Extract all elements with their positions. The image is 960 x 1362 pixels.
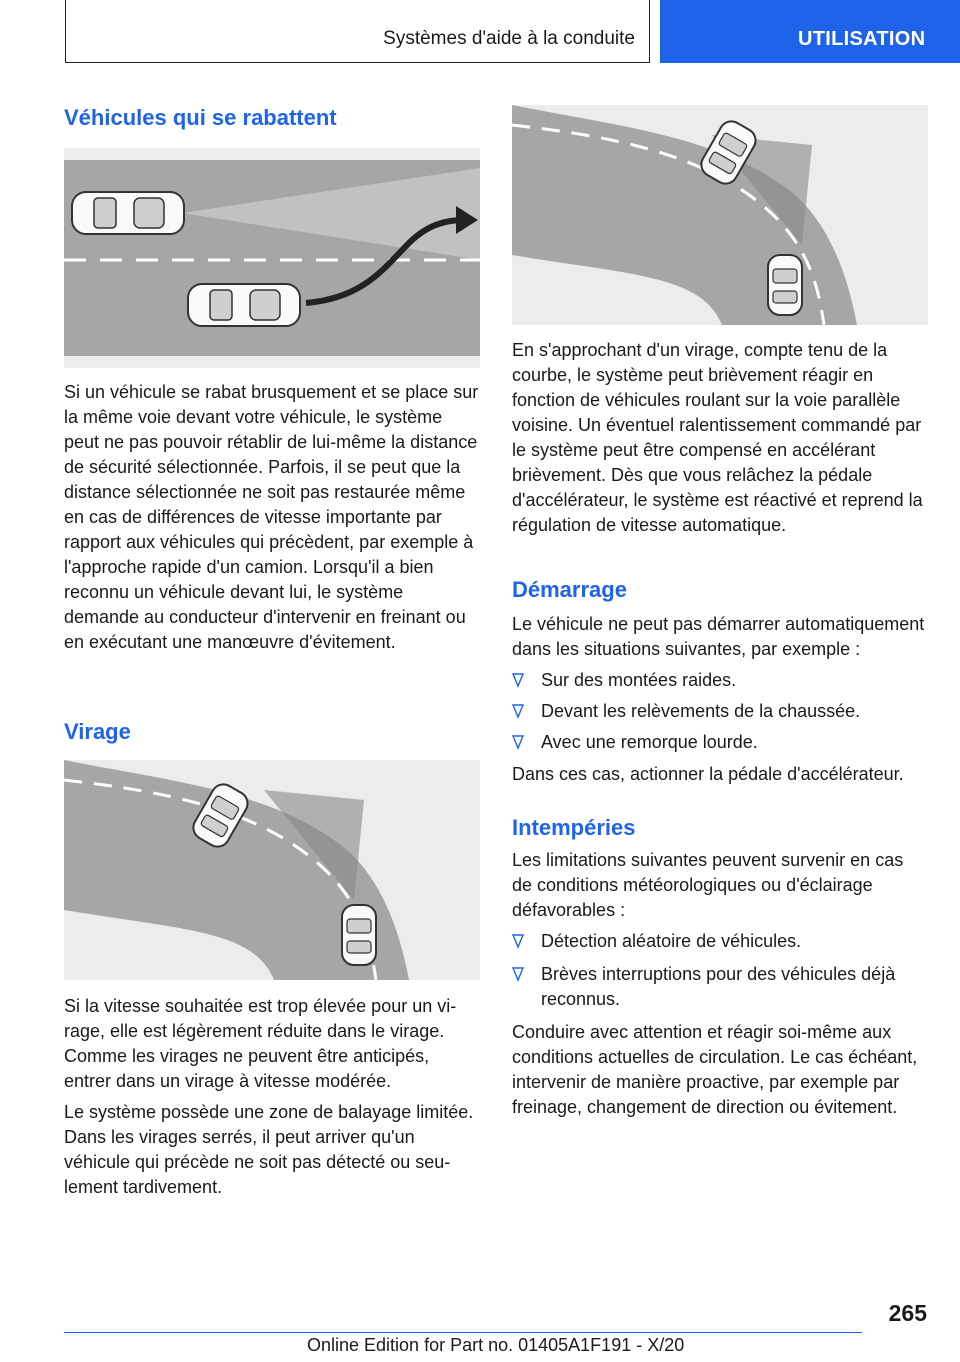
footer-edition-text: Online Edition for Part no. 01405A1F191 - X/20 <box>307 1335 685 1355</box>
header-section-box <box>65 0 650 63</box>
paragraph-accelerator: Dans ces cas, actionner la pédale d'accélérateur. <box>512 764 904 784</box>
list-item <box>512 699 928 724</box>
heading-cut-in-vehicles: Véhicules qui se rabattent <box>64 105 337 130</box>
list-weather-limits <box>512 929 928 1012</box>
footer-divider <box>64 1332 862 1333</box>
list-item <box>512 668 928 693</box>
triangle-bullet-icon <box>512 672 524 688</box>
figure-curve-right <box>512 105 928 325</box>
car-icon-curve-bottom <box>768 255 802 315</box>
list-item-text: Avec une remorque lourde. <box>541 732 758 752</box>
header-chapter-tab <box>660 0 960 63</box>
paragraph-scan-zone: Le système possède une zone de balayage limitée. Dans les virages serrés, il peut arriver qu'un véhicule qui précède ne soit pas détecté ou seulement tardivement. <box>64 1102 474 1197</box>
paragraph-curve-speed: Si la vitesse souhaitée est trop élevée pour un virage, elle est légèrement réduite dans le virage. Comme les virages ne peuvent être anticipés, entrer dans un virage à vitesse modérée. <box>64 996 457 1091</box>
triangle-bullet-icon <box>512 966 524 982</box>
list-item-text: Brèves interruptions pour des véhicules déjà reconnus. <box>541 964 896 1009</box>
list-item <box>512 730 928 755</box>
figure-cut-in <box>64 148 480 368</box>
header-section-title: Systèmes d'aide à la conduite <box>383 28 635 49</box>
curve-illustration-right <box>512 105 928 325</box>
cut-in-illustration <box>64 148 480 368</box>
list-item-text: Devant les relèvements de la chaussée. <box>541 701 861 721</box>
page-number: 265 <box>888 1300 927 1326</box>
list-item-text: Détection aléatoire de véhicules. <box>541 931 802 951</box>
header-chapter-label: UTILISATION <box>798 28 926 50</box>
triangle-bullet-icon <box>512 734 524 750</box>
paragraph-drive-carefully: Conduire avec attention et réagir soi-même aux conditions actuelles de circulation. Le cas échéant, intervenir de manière proactive, par exemple par freinage, changement de direction ou évitement. <box>512 1022 918 1117</box>
heading-startup: Démarrage <box>512 577 627 602</box>
paragraph-weather: Les limitations suivantes peuvent survenir en cas de conditions météorologiques ou d'éclairage défavorables : <box>512 850 904 920</box>
paragraph-cut-in: Si un véhicule se rabat brusquement et se place sur la même voie devant votre véhicule, le système peut ne pas pouvoir rétablir de lui-même la distance de sécurité sélectionnée. Parfois, il se peut que la distance sélectionnée ne soit pas restaurée même en cas de différences de vitesse importante par rapport aux véhicules qui précèdent, par exemple à l'approche rapide d'un camion. Lorsqu'il a bien reconnu un véhicule devant lui, le système demande au conducteur d'intervenir en freinant ou en exécutant une manœuvre d'évitement. <box>64 382 479 652</box>
car-icon-bottom <box>188 284 300 326</box>
triangle-bullet-icon <box>512 703 524 719</box>
list-item <box>512 962 928 1012</box>
list-item <box>512 929 928 954</box>
car-icon-curve-bottom <box>342 905 376 965</box>
car-icon-top <box>72 192 184 234</box>
curve-illustration-left <box>64 760 480 980</box>
list-startup-situations <box>512 668 928 755</box>
heading-curve: Virage <box>64 719 131 744</box>
triangle-bullet-icon <box>512 933 524 949</box>
list-item-text: Sur des montées raides. <box>541 670 737 690</box>
paragraph-approach-curve: En s'approchant d'un virage, compte tenu de la courbe, le système peut brièvement réagir en fonction de véhicules roulant sur la voie parallèle voisine. Un éventuel ralentissement commandé par le système peut être compensé en accélérant brièvement. Dès que vous relâchez la pédale d'accélérateur, le système est réactivé et reprend la régulation de vitesse automatique. <box>512 340 923 535</box>
figure-curve-left <box>64 760 480 980</box>
heading-weather: Intempéries <box>512 815 636 840</box>
paragraph-startup: Le véhicule ne peut pas démarrer automatiquement dans les situations suivantes, par exemple : <box>512 614 925 659</box>
